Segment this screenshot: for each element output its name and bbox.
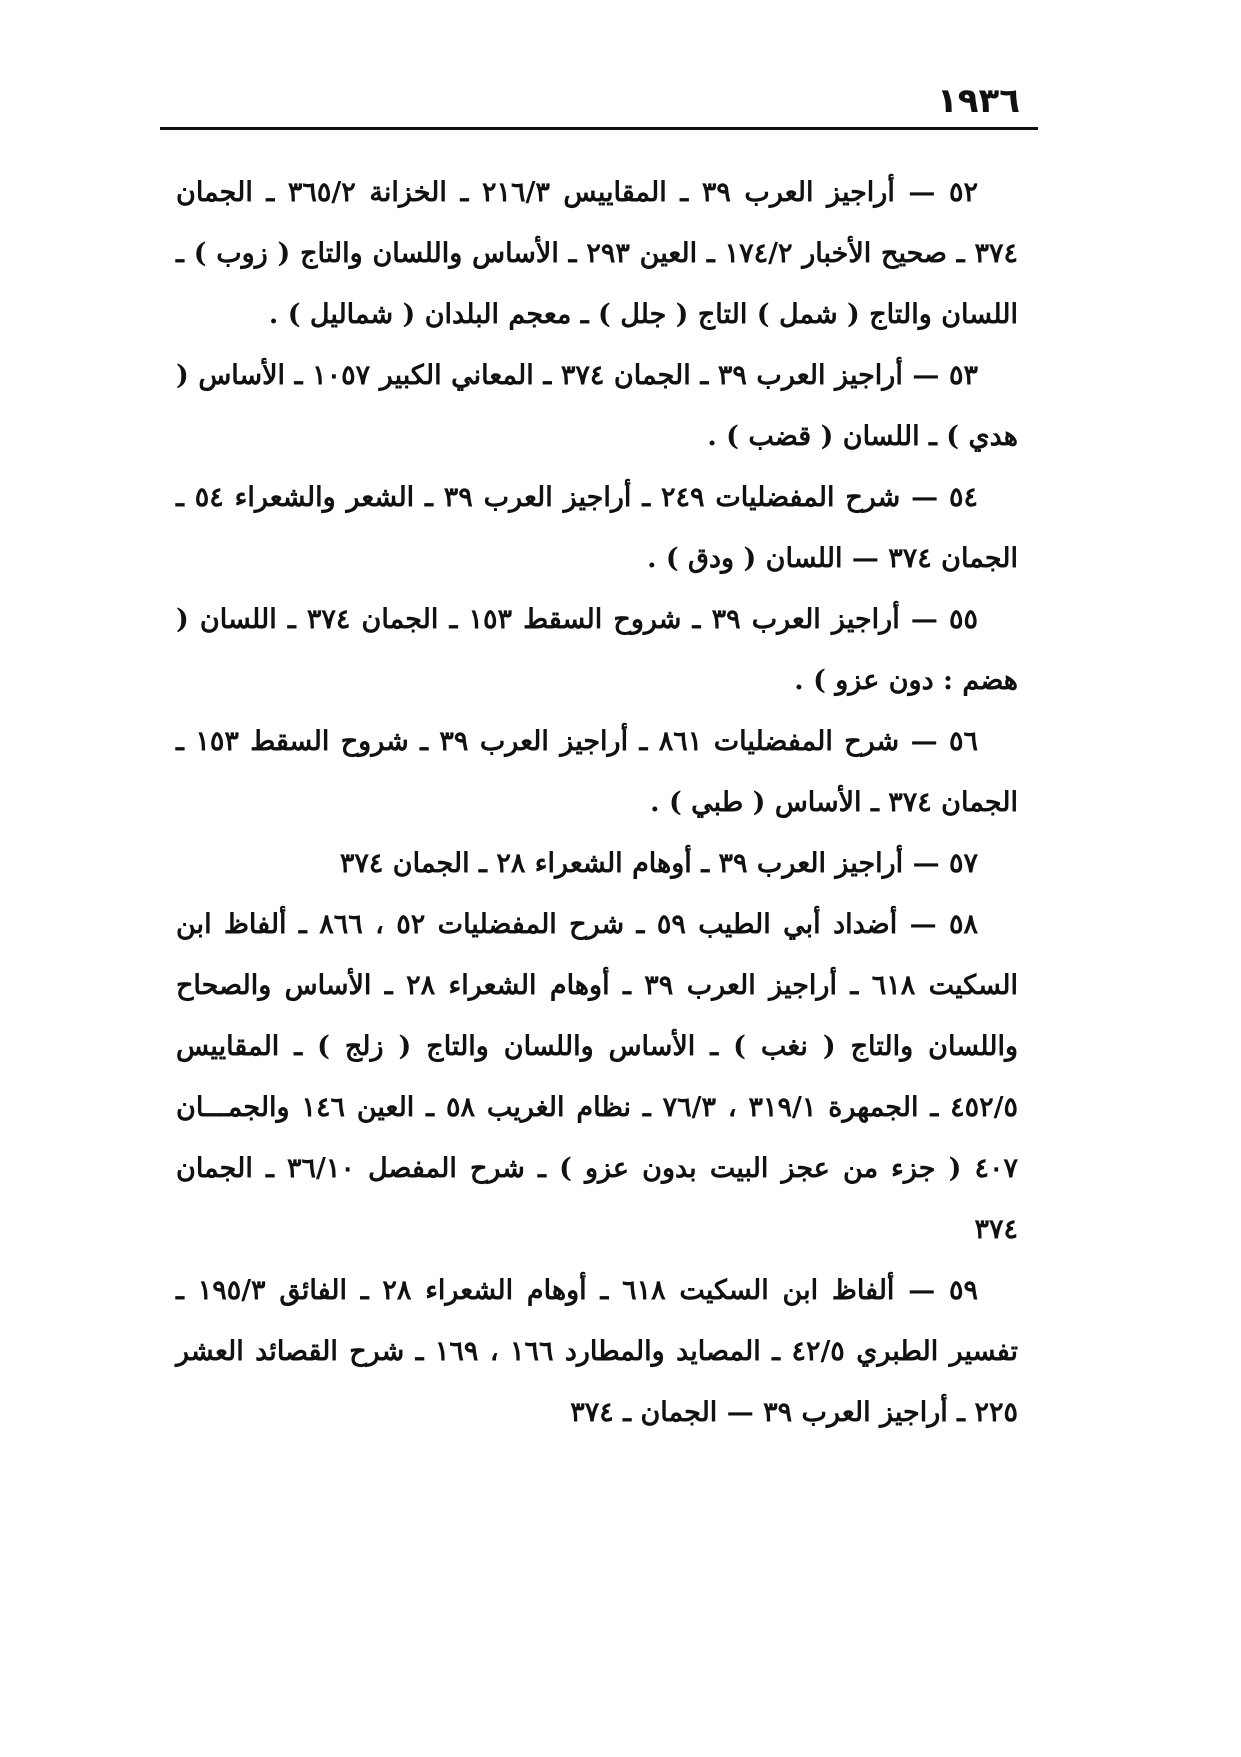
footnote-entry-55: ٥٥ — أراجيز العرب ٣٩ ـ شروح السقط ١٥٣ ـ الجمان ٣٧٤ ـ اللسان ( هضم : دون عزو ) . bbox=[176, 604, 1018, 696]
footnote-entry-57: ٥٧ — أراجيز العرب ٣٩ ـ أوهام الشعراء ٢٨ ـ الجمان ٣٧٤ bbox=[339, 848, 978, 879]
header-rule bbox=[160, 127, 1038, 130]
footnote-list bbox=[176, 162, 1018, 1443]
page-number: ١٩٣٦ bbox=[936, 81, 1020, 121]
footnote-entry-52: ٥٢ — أراجيز العرب ٣٩ ـ المقاييس ٢١٦/٣ ـ الخزانة ٣٦٥/٢ ـ الجمان ٣٧٤ ـ صحيح الأخبار ١٧٤/٢ ـ العين ٢٩٣ ـ الأساس واللسان والتاج ( زوب ) ـ اللسان والتاج ( شمل ) التاج ( جلل ) ـ معجم البلدان ( شماليل ) . bbox=[176, 177, 1018, 330]
page-header bbox=[160, 78, 1038, 130]
footnote-entry-54: ٥٤ — شرح المفضليات ٢٤٩ ـ أراجيز العرب ٣٩ ـ الشعر والشعراء ٥٤ ـ الجمان ٣٧٤ — اللسان ( ودق ) . bbox=[176, 482, 1018, 574]
footnote-entry-58: ٥٨ — أضداد أبي الطيب ٥٩ ـ شرح المفضليات ٥٢ ، ٨٦٦ ـ ألفاظ ابن السكيت ٦١٨ ـ أراجيز العرب ٣٩ ـ أوهام الشعراء ٢٨ ـ الأساس والصحاح واللسان والتاج ( نغب ) ـ الأساس واللسان والتاج ( زلج ) ـ المقاييس ٤٥٢/٥ ـ الجمهرة ٣١٩/١ ، ٧٦/٣ ـ نظام الغريب ٥٨ ـ العين ١٤٦ والجمـــان ٤٠٧ ( جزء من عجز البيت بدون عزو ) ـ شرح المفصل ٣٦/١٠ ـ الجمان ٣٧٤ bbox=[176, 909, 1019, 1245]
footnote-entry-56: ٥٦ — شرح المفضليات ٨٦١ ـ أراجيز العرب ٣٩ ـ شروح السقط ١٥٣ ـ الجمان ٣٧٤ ـ الأساس ( طبي ) . bbox=[176, 726, 1018, 818]
footnote-entry-59: ٥٩ — ألفاظ ابن السكيت ٦١٨ ـ أوهام الشعراء ٢٨ ـ الفائق ١٩٥/٣ ـ تفسير الطبري ٤٢/٥ ـ المصايد والمطارد ١٦٦ ، ١٦٩ ـ شرح القصائد العشر ٢٢٥ ـ أراجيز العرب ٣٩ — الجمان ـ ٣٧٤ bbox=[176, 1275, 1018, 1428]
footnote-entry-53: ٥٣ — أراجيز العرب ٣٩ ـ الجمان ٣٧٤ ـ المعاني الكبير ١٠٥٧ ـ الأساس ( هدي ) ـ اللسان ( قضب ) . bbox=[176, 360, 1018, 452]
